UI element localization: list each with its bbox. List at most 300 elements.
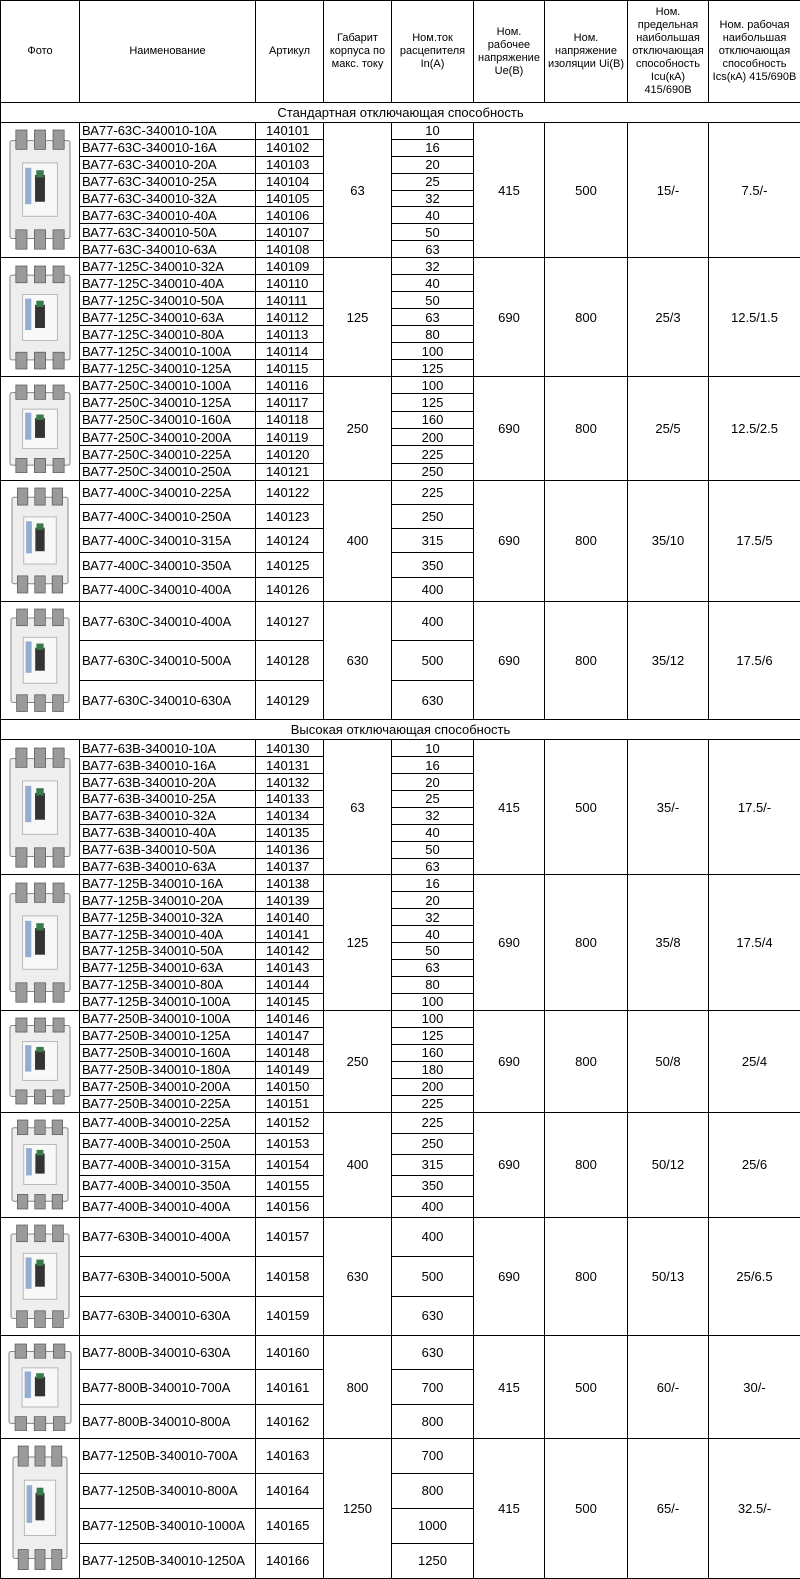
table-row: [1, 1217, 800, 1257]
product-name: ВА77-400В-340010-225А: [80, 1112, 256, 1133]
rated-current: 250: [392, 1133, 474, 1154]
product-name: ВА77-125С-340010-50А: [80, 292, 256, 309]
rated-current: 40: [392, 207, 474, 224]
product-name: ВА77-630С-340010-630А: [80, 680, 256, 720]
product-name: ВА77-630С-340010-500А: [80, 641, 256, 681]
rated-voltage: 690: [474, 377, 545, 481]
rated-current: 40: [392, 824, 474, 841]
rated-current: 63: [392, 959, 474, 976]
product-article: 140118: [256, 411, 324, 428]
rated-voltage: 690: [474, 1010, 545, 1112]
frame-size: 800: [324, 1336, 392, 1439]
breaker-photo-icon: [9, 1017, 71, 1105]
product-article: 140163: [256, 1438, 324, 1473]
table-row: [1, 1010, 800, 1027]
rated-current: 630: [392, 680, 474, 720]
frame-size: 63: [324, 740, 392, 875]
breaker-photo-icon: [9, 129, 71, 250]
rated-current: 1000: [392, 1508, 474, 1543]
product-name: ВА77-250С-340010-250А: [80, 463, 256, 480]
product-name: ВА77-800В-340010-700А: [80, 1370, 256, 1404]
product-article: 140147: [256, 1027, 324, 1044]
product-name: ВА77-1250В-340010-800А: [80, 1473, 256, 1508]
breaker-photo: [1, 1217, 80, 1336]
product-name: ВА77-1250В-340010-1250А: [80, 1543, 256, 1578]
product-name: ВА77-125В-340010-16А: [80, 875, 256, 892]
breaker-photo: [1, 601, 80, 720]
product-article: 140142: [256, 943, 324, 960]
rated-current: 350: [392, 553, 474, 577]
ics-value: 7.5/-: [709, 123, 800, 258]
product-name: ВА77-250С-340010-200А: [80, 429, 256, 446]
rated-current: 10: [392, 123, 474, 140]
product-article: 140166: [256, 1543, 324, 1578]
product-article: 140141: [256, 926, 324, 943]
product-name: ВА77-250В-340010-100А: [80, 1010, 256, 1027]
rated-voltage: 690: [474, 1217, 545, 1336]
product-name: ВА77-63В-340010-16А: [80, 757, 256, 774]
rated-current: 125: [392, 360, 474, 377]
ics-value: 17.5/4: [709, 875, 800, 1010]
product-name: ВА77-125В-340010-50А: [80, 943, 256, 960]
icu-value: 25/3: [628, 258, 709, 377]
header-voltage: Ном. рабочее напряжение Ue(В): [474, 1, 545, 103]
breaker-photo-icon: [9, 882, 71, 1003]
rated-current: 500: [392, 641, 474, 681]
rated-current: 40: [392, 926, 474, 943]
section-title: Стандартная отключающая способность: [1, 103, 800, 123]
ics-value: 12.5/1.5: [709, 258, 800, 377]
product-name: ВА77-800В-340010-630А: [80, 1336, 256, 1370]
product-name: ВА77-400В-340010-350А: [80, 1175, 256, 1196]
product-article: 140136: [256, 841, 324, 858]
product-article: 140116: [256, 377, 324, 394]
product-article: 140111: [256, 292, 324, 309]
product-article: 140160: [256, 1336, 324, 1370]
rated-current: 20: [392, 156, 474, 173]
rated-voltage: 690: [474, 875, 545, 1010]
product-name: ВА77-125С-340010-32А: [80, 258, 256, 275]
rated-current: 100: [392, 377, 474, 394]
insulation-voltage: 500: [545, 123, 628, 258]
product-name: ВА77-630В-340010-630А: [80, 1296, 256, 1336]
breaker-photo: [1, 123, 80, 258]
product-article: 140125: [256, 553, 324, 577]
breaker-photo-icon: [8, 1343, 72, 1432]
insulation-voltage: 500: [545, 1336, 628, 1439]
rated-current: 50: [392, 841, 474, 858]
rated-current: 32: [392, 258, 474, 275]
rated-current: 400: [392, 577, 474, 601]
product-name: ВА77-125С-340010-100А: [80, 343, 256, 360]
section-row: [1, 720, 800, 740]
rated-current: 500: [392, 1257, 474, 1297]
header-icu: Ном. предельная наибольшая отключающая способность Icu(кА) 415/690В: [628, 1, 709, 103]
product-article: 140119: [256, 429, 324, 446]
frame-size: 125: [324, 875, 392, 1010]
rated-voltage: 415: [474, 1438, 545, 1578]
icu-value: 15/-: [628, 123, 709, 258]
breaker-photo-icon: [9, 265, 71, 370]
rated-current: 225: [392, 446, 474, 463]
rated-voltage: 690: [474, 258, 545, 377]
rated-current: 80: [392, 976, 474, 993]
product-article: 140101: [256, 123, 324, 140]
product-article: 140162: [256, 1404, 324, 1438]
table-row: [1, 601, 800, 641]
product-article: 140138: [256, 875, 324, 892]
product-article: 140104: [256, 173, 324, 190]
product-article: 140157: [256, 1217, 324, 1257]
product-name: ВА77-125В-340010-80А: [80, 976, 256, 993]
rated-current: 400: [392, 601, 474, 641]
product-article: 140109: [256, 258, 324, 275]
product-name: ВА77-125С-340010-63А: [80, 309, 256, 326]
breaker-photo: [1, 377, 80, 481]
breaker-photo-icon: [9, 384, 71, 474]
product-name: ВА77-250С-340010-125А: [80, 394, 256, 411]
icu-value: 35/8: [628, 875, 709, 1010]
rated-current: 400: [392, 1217, 474, 1257]
product-article: 140108: [256, 241, 324, 258]
frame-size: 63: [324, 123, 392, 258]
insulation-voltage: 800: [545, 258, 628, 377]
ics-value: 25/4: [709, 1010, 800, 1112]
product-article: 140131: [256, 757, 324, 774]
rated-current: 16: [392, 139, 474, 156]
product-name: ВА77-63С-340010-63А: [80, 241, 256, 258]
insulation-voltage: 800: [545, 480, 628, 601]
product-name: ВА77-250В-340010-200А: [80, 1078, 256, 1095]
breaker-photo-icon: [11, 1119, 69, 1210]
header-article: Артикул: [256, 1, 324, 103]
product-article: 140123: [256, 505, 324, 529]
product-article: 140102: [256, 139, 324, 156]
rated-current: 225: [392, 480, 474, 504]
frame-size: 1250: [324, 1438, 392, 1578]
frame-size: 250: [324, 1010, 392, 1112]
rated-current: 315: [392, 529, 474, 553]
product-name: ВА77-250С-340010-160А: [80, 411, 256, 428]
product-name: ВА77-400С-340010-350А: [80, 553, 256, 577]
product-name: ВА77-250С-340010-100А: [80, 377, 256, 394]
product-name: ВА77-400С-340010-225А: [80, 480, 256, 504]
product-article: 140159: [256, 1296, 324, 1336]
table-row: [1, 1336, 800, 1370]
ics-value: 32.5/-: [709, 1438, 800, 1578]
product-name: ВА77-63С-340010-40А: [80, 207, 256, 224]
breaker-photo: [1, 875, 80, 1010]
product-name: ВА77-250С-340010-225А: [80, 446, 256, 463]
frame-size: 400: [324, 480, 392, 601]
product-article: 140115: [256, 360, 324, 377]
rated-voltage: 690: [474, 601, 545, 720]
rated-voltage: 690: [474, 480, 545, 601]
product-article: 140149: [256, 1061, 324, 1078]
section-title: Высокая отключающая способность: [1, 720, 800, 740]
breaker-photo-icon: [10, 1224, 70, 1329]
table-body: [1, 103, 800, 1579]
rated-current: 160: [392, 411, 474, 428]
rated-current: 25: [392, 791, 474, 808]
rated-current: 630: [392, 1336, 474, 1370]
product-name: ВА77-1250В-340010-1000А: [80, 1508, 256, 1543]
rated-current: 315: [392, 1154, 474, 1175]
product-article: 140165: [256, 1508, 324, 1543]
ics-value: 25/6: [709, 1112, 800, 1217]
rated-current: 630: [392, 1296, 474, 1336]
product-article: 140152: [256, 1112, 324, 1133]
product-article: 140151: [256, 1095, 324, 1112]
rated-voltage: 415: [474, 1336, 545, 1439]
product-article: 140145: [256, 993, 324, 1010]
rated-current: 63: [392, 241, 474, 258]
icu-value: 50/8: [628, 1010, 709, 1112]
insulation-voltage: 800: [545, 1217, 628, 1336]
rated-current: 180: [392, 1061, 474, 1078]
product-article: 140129: [256, 680, 324, 720]
product-article: 140113: [256, 326, 324, 343]
header-current: Ном.ток расцепителя In(A): [392, 1, 474, 103]
rated-current: 100: [392, 993, 474, 1010]
rated-current: 350: [392, 1175, 474, 1196]
product-name: ВА77-125С-340010-40А: [80, 275, 256, 292]
product-name: ВА77-250В-340010-180А: [80, 1061, 256, 1078]
rated-current: 16: [392, 875, 474, 892]
product-name: ВА77-63В-340010-40А: [80, 824, 256, 841]
rated-current: 63: [392, 309, 474, 326]
product-article: 140150: [256, 1078, 324, 1095]
product-name: ВА77-125В-340010-20А: [80, 892, 256, 909]
icu-value: 50/13: [628, 1217, 709, 1336]
header-row: [1, 1, 800, 103]
rated-current: 225: [392, 1095, 474, 1112]
rated-current: 10: [392, 740, 474, 757]
product-name: ВА77-630В-340010-400А: [80, 1217, 256, 1257]
header-photo: Фото: [1, 1, 80, 103]
product-name: ВА77-250В-340010-160А: [80, 1044, 256, 1061]
product-name: ВА77-1250В-340010-700А: [80, 1438, 256, 1473]
product-name: ВА77-400В-340010-400А: [80, 1196, 256, 1217]
rated-current: 63: [392, 858, 474, 875]
rated-voltage: 415: [474, 740, 545, 875]
rated-current: 32: [392, 190, 474, 207]
product-name: ВА77-63С-340010-32А: [80, 190, 256, 207]
rated-current: 125: [392, 1027, 474, 1044]
product-name: ВА77-63С-340010-16А: [80, 139, 256, 156]
rated-current: 40: [392, 275, 474, 292]
icu-value: 25/5: [628, 377, 709, 481]
rated-current: 20: [392, 892, 474, 909]
table-row: [1, 875, 800, 892]
breaker-photo: [1, 1438, 80, 1578]
rated-current: 160: [392, 1044, 474, 1061]
product-article: 140148: [256, 1044, 324, 1061]
product-name: ВА77-400С-340010-400А: [80, 577, 256, 601]
table-row: [1, 377, 800, 394]
product-article: 140135: [256, 824, 324, 841]
product-name: ВА77-63В-340010-25А: [80, 791, 256, 808]
insulation-voltage: 800: [545, 1112, 628, 1217]
product-name: ВА77-63В-340010-10А: [80, 740, 256, 757]
header-name: Наименование: [80, 1, 256, 103]
header-frame: Габарит корпуса по макс. току: [324, 1, 392, 103]
ics-value: 17.5/-: [709, 740, 800, 875]
rated-current: 32: [392, 909, 474, 926]
breaker-photo: [1, 740, 80, 875]
rated-current: 32: [392, 807, 474, 824]
frame-size: 630: [324, 601, 392, 720]
rated-current: 800: [392, 1404, 474, 1438]
breaker-photo: [1, 1010, 80, 1112]
table-row: [1, 740, 800, 757]
icu-value: 65/-: [628, 1438, 709, 1578]
rated-current: 100: [392, 343, 474, 360]
product-name: ВА77-63С-340010-10А: [80, 123, 256, 140]
insulation-voltage: 500: [545, 1438, 628, 1578]
rated-current: 250: [392, 463, 474, 480]
product-name: ВА77-400В-340010-250А: [80, 1133, 256, 1154]
product-article: 140110: [256, 275, 324, 292]
product-article: 140139: [256, 892, 324, 909]
product-article: 140121: [256, 463, 324, 480]
rated-current: 700: [392, 1370, 474, 1404]
product-article: 140128: [256, 641, 324, 681]
product-article: 140122: [256, 480, 324, 504]
product-name: ВА77-400В-340010-315А: [80, 1154, 256, 1175]
ics-value: 17.5/5: [709, 480, 800, 601]
product-name: ВА77-63В-340010-20А: [80, 774, 256, 791]
product-name: ВА77-63С-340010-20А: [80, 156, 256, 173]
product-name: ВА77-125В-340010-100А: [80, 993, 256, 1010]
rated-current: 700: [392, 1438, 474, 1473]
breaker-photo-icon: [10, 608, 70, 713]
product-article: 140153: [256, 1133, 324, 1154]
product-article: 140134: [256, 807, 324, 824]
product-name: ВА77-400С-340010-315А: [80, 529, 256, 553]
icu-value: 50/12: [628, 1112, 709, 1217]
product-name: ВА77-250В-340010-125А: [80, 1027, 256, 1044]
product-name: ВА77-250В-340010-225А: [80, 1095, 256, 1112]
product-article: 140133: [256, 791, 324, 808]
rated-current: 50: [392, 292, 474, 309]
product-article: 140114: [256, 343, 324, 360]
rated-current: 100: [392, 1010, 474, 1027]
insulation-voltage: 800: [545, 601, 628, 720]
rated-current: 16: [392, 757, 474, 774]
ics-value: 17.5/6: [709, 601, 800, 720]
product-article: 140146: [256, 1010, 324, 1027]
rated-current: 1250: [392, 1543, 474, 1578]
rated-current: 20: [392, 774, 474, 791]
rated-current: 250: [392, 505, 474, 529]
table-row: [1, 480, 800, 504]
product-article: 140124: [256, 529, 324, 553]
product-article: 140130: [256, 740, 324, 757]
frame-size: 250: [324, 377, 392, 481]
product-article: 140120: [256, 446, 324, 463]
product-article: 140112: [256, 309, 324, 326]
product-article: 140144: [256, 976, 324, 993]
ics-value: 25/6.5: [709, 1217, 800, 1336]
product-name: ВА77-630В-340010-500А: [80, 1257, 256, 1297]
icu-value: 60/-: [628, 1336, 709, 1439]
header-insulation: Ном. напряжение изоляции Ui(В): [545, 1, 628, 103]
product-article: 140155: [256, 1175, 324, 1196]
icu-value: 35/10: [628, 480, 709, 601]
frame-size: 125: [324, 258, 392, 377]
product-name: ВА77-63В-340010-63А: [80, 858, 256, 875]
rated-current: 200: [392, 1078, 474, 1095]
breaker-photo: [1, 1336, 80, 1439]
product-article: 140137: [256, 858, 324, 875]
product-name: ВА77-125В-340010-32А: [80, 909, 256, 926]
product-article: 140154: [256, 1154, 324, 1175]
table-row: [1, 258, 800, 275]
product-name: ВА77-125В-340010-63А: [80, 959, 256, 976]
rated-voltage: 690: [474, 1112, 545, 1217]
header-ics: Ном. рабочая наибольшая отключающая способность Ics(кА) 415/690В: [709, 1, 800, 103]
rated-current: 50: [392, 943, 474, 960]
frame-size: 400: [324, 1112, 392, 1217]
product-article: 140140: [256, 909, 324, 926]
product-article: 140106: [256, 207, 324, 224]
rated-current: 80: [392, 326, 474, 343]
product-name: ВА77-800В-340010-800А: [80, 1404, 256, 1438]
rated-voltage: 415: [474, 123, 545, 258]
product-article: 140156: [256, 1196, 324, 1217]
product-name: ВА77-400С-340010-250А: [80, 505, 256, 529]
icu-value: 35/12: [628, 601, 709, 720]
table-row: [1, 1112, 800, 1133]
product-article: 140105: [256, 190, 324, 207]
product-name: ВА77-63В-340010-32А: [80, 807, 256, 824]
insulation-voltage: 800: [545, 377, 628, 481]
product-article: 140117: [256, 394, 324, 411]
breaker-photo-icon: [9, 747, 71, 868]
breaker-photo: [1, 480, 80, 601]
product-article: 140164: [256, 1473, 324, 1508]
rated-current: 400: [392, 1196, 474, 1217]
breaker-photo: [1, 258, 80, 377]
product-name: ВА77-63С-340010-50А: [80, 224, 256, 241]
table-row: [1, 123, 800, 140]
insulation-voltage: 500: [545, 740, 628, 875]
product-article: 140143: [256, 959, 324, 976]
frame-size: 630: [324, 1217, 392, 1336]
ics-value: 12.5/2.5: [709, 377, 800, 481]
ics-value: 30/-: [709, 1336, 800, 1439]
rated-current: 25: [392, 173, 474, 190]
insulation-voltage: 800: [545, 875, 628, 1010]
insulation-voltage: 800: [545, 1010, 628, 1112]
product-article: 140126: [256, 577, 324, 601]
section-row: [1, 103, 800, 123]
product-name: ВА77-125В-340010-40А: [80, 926, 256, 943]
product-article: 140127: [256, 601, 324, 641]
product-article: 140158: [256, 1257, 324, 1297]
product-name: ВА77-630С-340010-400А: [80, 601, 256, 641]
rated-current: 200: [392, 429, 474, 446]
rated-current: 800: [392, 1473, 474, 1508]
breaker-photo-icon: [12, 1445, 68, 1571]
breaker-photo-icon: [11, 487, 69, 594]
product-name: ВА77-125С-340010-80А: [80, 326, 256, 343]
icu-value: 35/-: [628, 740, 709, 875]
rated-current: 225: [392, 1112, 474, 1133]
product-article: 140132: [256, 774, 324, 791]
breaker-photo: [1, 1112, 80, 1217]
